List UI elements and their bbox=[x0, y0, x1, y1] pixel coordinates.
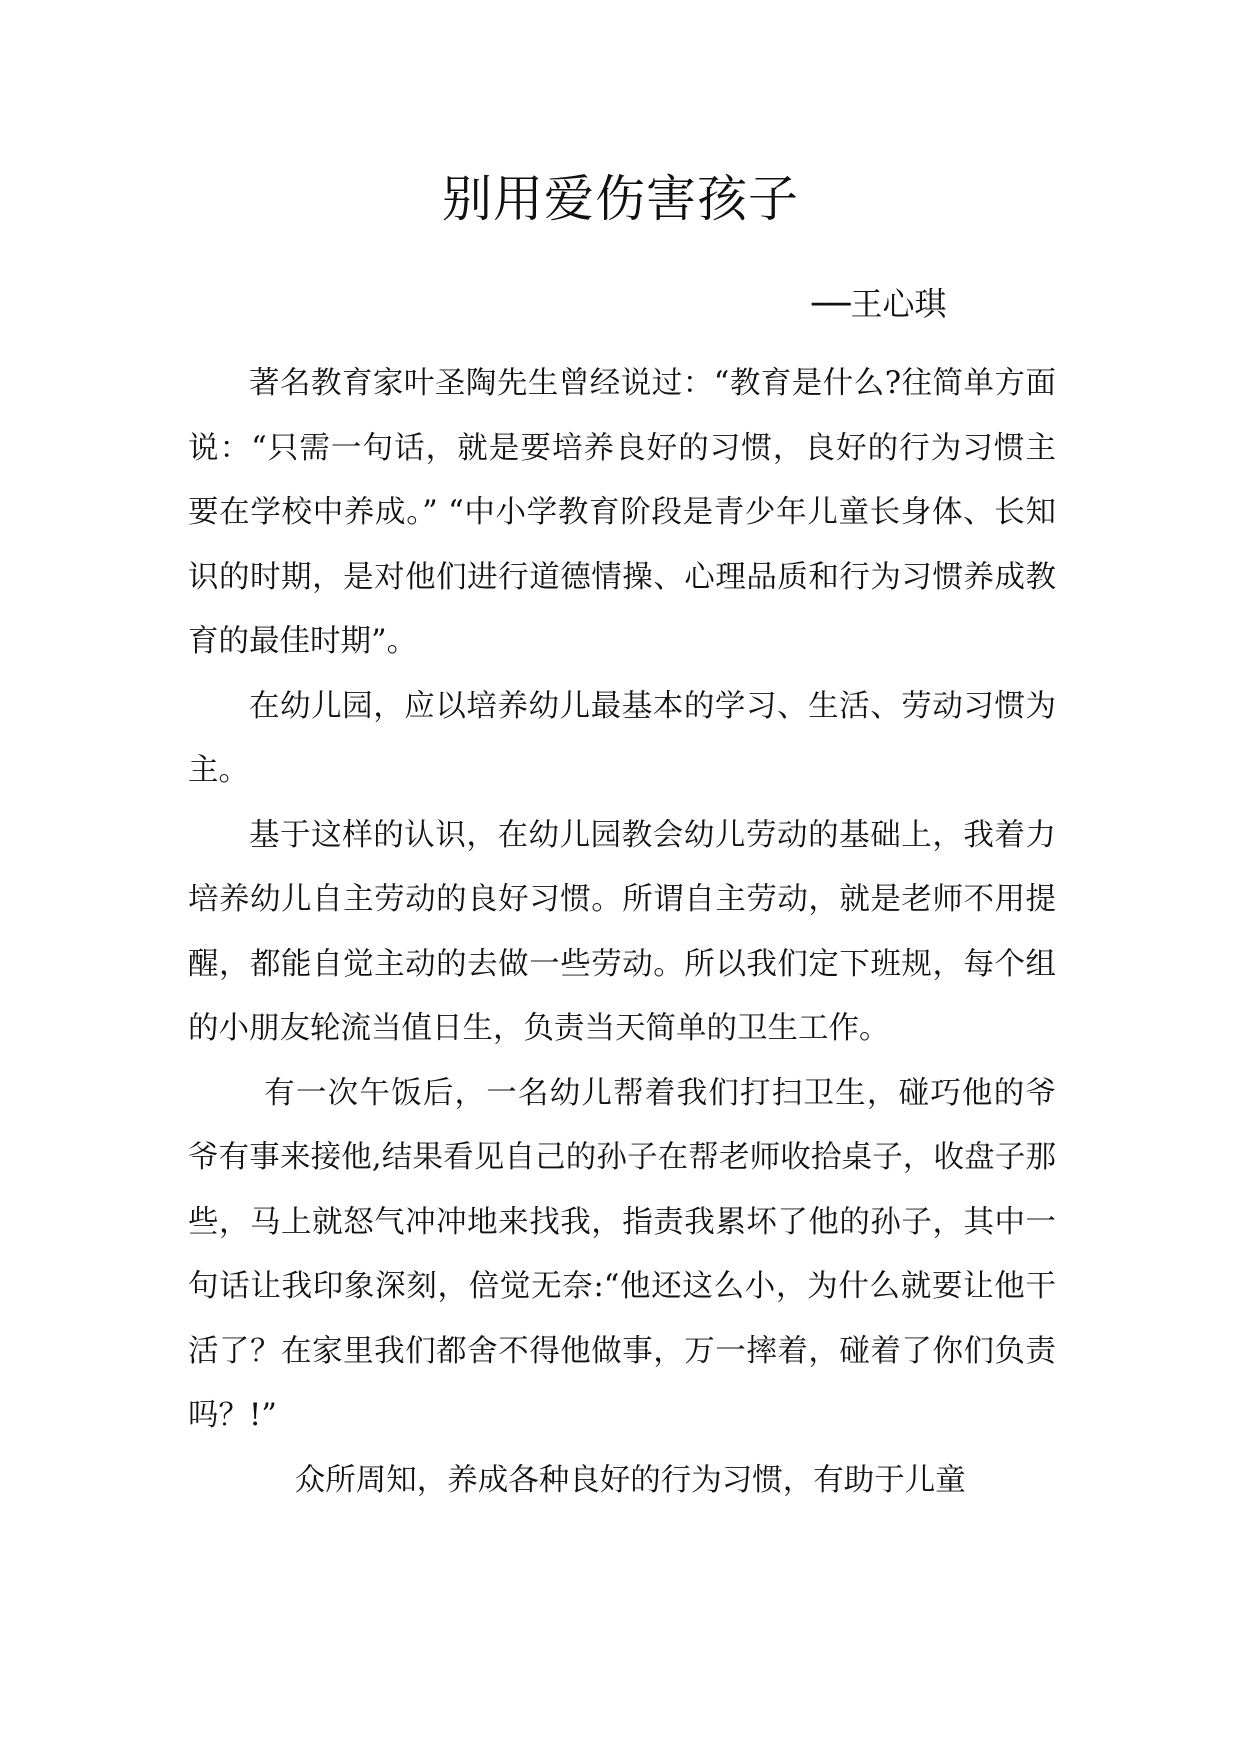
paragraph: 著名教育家叶圣陶先生曾经说过：“教育是什么?往简单方面说：“只需一句话，就是要培养良好的习惯，良好的行为习惯主要在学校中养成。” “中小学教育阶段是青少年儿童长身体、长知识的时期，是对他们进行道德情操、心理品质和行为习惯养成教育的最佳时期”。 bbox=[188, 366, 1056, 659]
document-body bbox=[188, 352, 1056, 1513]
paragraph: 在幼儿园，应以培养幼儿最基本的学习、生活、劳动习惯为主。 bbox=[188, 688, 1056, 788]
paragraph: 基于这样的认识，在幼儿园教会幼儿劳动的基础上，我着力培养幼儿自主劳动的良好习惯。所谓自主劳动，就是老师不用提醒，都能自觉主动的去做一些劳动。所以我们定下班规，每个组的小朋友轮流当值日生，负责当天简单的卫生工作。 bbox=[188, 817, 1056, 1046]
paragraph: 众所周知，养成各种良好的行为习惯，有助于儿童 bbox=[294, 1462, 966, 1498]
document-title: 别用爱伤害孩子 bbox=[442, 170, 799, 228]
document-author: ──王心琪 bbox=[812, 285, 947, 323]
paragraph: 有一次午饭后，一名幼儿帮着我们打扫卫生，碰巧他的爷爷有事来接他,结果看见自己的孙子在帮老师收拾桌子，收盘子那些，马上就怒气冲冲地来找我，指责我累坏了他的孙子，其中一句话让我印象深刻，倍觉无奈:“他还这么小，为什么就要让他干活了？在家里我们都舍不得他做事，万一摔着，碰着了你们负责吗？!” bbox=[188, 1075, 1056, 1433]
